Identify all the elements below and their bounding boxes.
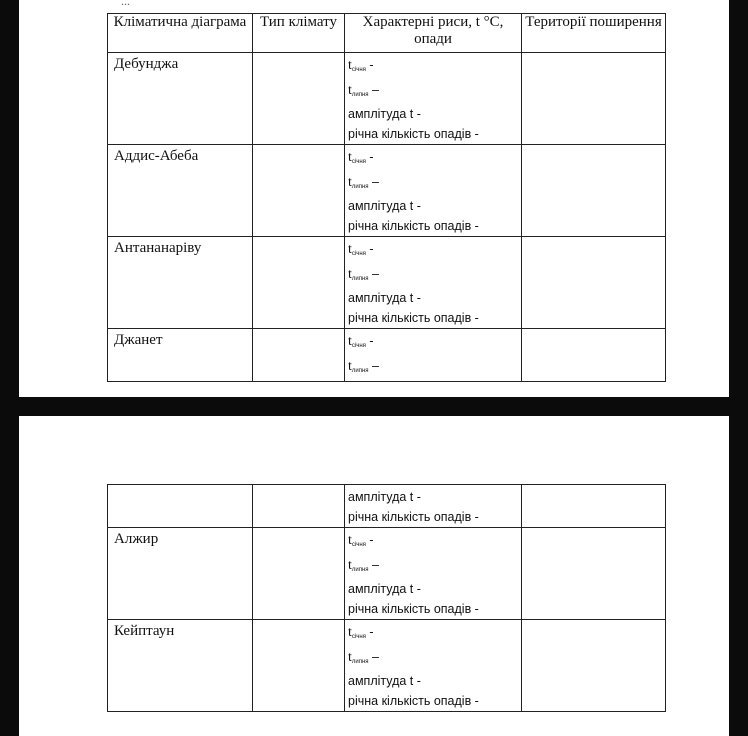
territories-cell[interactable]	[522, 53, 666, 145]
t-july-line: $t_{липня}$ –	[348, 174, 379, 190]
climate-type-cell[interactable]	[253, 620, 345, 712]
table-header-row	[108, 14, 666, 53]
precipitation-line: річна кількість опадів -	[348, 310, 479, 325]
climate-type-cell[interactable]	[253, 145, 345, 237]
t-january-line: $t_{січня}$ -	[348, 625, 374, 640]
amplitude-line: амплітуда t -	[348, 674, 421, 688]
climate-type-cell[interactable]	[253, 485, 345, 528]
territories-cell[interactable]	[522, 145, 666, 237]
territories-cell[interactable]	[522, 528, 666, 620]
table-row	[108, 237, 666, 329]
table-row	[108, 53, 666, 145]
t-july-line: $t_{липня}$ –	[348, 266, 379, 282]
amplitude-line: амплітуда t -	[348, 490, 421, 504]
document-page-2	[19, 416, 729, 736]
table-row	[108, 145, 666, 237]
features-cell	[345, 329, 522, 382]
territories-cell[interactable]	[522, 237, 666, 329]
row-name: Антананаріву	[108, 237, 253, 329]
precipitation-line: річна кількість опадів -	[348, 509, 479, 524]
row-name	[108, 485, 253, 528]
climate-type-cell[interactable]	[253, 528, 345, 620]
t-january-line: $t_{січня}$ -	[348, 533, 374, 548]
table-row	[108, 620, 666, 712]
t-july-line: $t_{липня}$ –	[348, 358, 379, 374]
features-cell	[345, 237, 522, 329]
climate-type-cell[interactable]	[253, 53, 345, 145]
row-name: Дебунджа	[108, 53, 253, 145]
t-july-line: $t_{липня}$ –	[348, 557, 379, 573]
territories-cell[interactable]	[522, 329, 666, 382]
cut-off-text: ...	[121, 0, 130, 8]
row-name: Аддис-Абеба	[108, 145, 253, 237]
row-name: Джанет	[108, 329, 253, 382]
row-name: Алжир	[108, 528, 253, 620]
header-features: Характерні риси, t °С, опади	[345, 14, 522, 53]
features-cell	[345, 620, 522, 712]
amplitude-line: амплітуда t -	[348, 291, 421, 305]
precipitation-line: річна кількість опадів -	[348, 218, 479, 233]
territories-cell[interactable]	[522, 620, 666, 712]
row-name: Кейптаун	[108, 620, 253, 712]
t-july-line: $t_{липня}$ –	[348, 82, 379, 98]
t-january-line: $t_{січня}$ -	[348, 58, 374, 73]
territories-cell[interactable]	[522, 485, 666, 528]
table-row	[108, 528, 666, 620]
climate-type-cell[interactable]	[253, 329, 345, 382]
t-january-line: $t_{січня}$ -	[348, 334, 374, 349]
climate-type-cell[interactable]	[253, 237, 345, 329]
features-cell	[345, 528, 522, 620]
amplitude-line: амплітуда t -	[348, 582, 421, 596]
precipitation-line: річна кількість опадів -	[348, 126, 479, 141]
precipitation-line: річна кількість опадів -	[348, 693, 479, 708]
document-page-1	[19, 0, 729, 397]
precipitation-line: річна кількість опадів -	[348, 601, 479, 616]
header-territories: Території поширення	[522, 14, 666, 53]
table-row	[108, 329, 666, 382]
features-cell	[345, 145, 522, 237]
header-climate-diagram: Кліматична діаграма	[108, 14, 253, 53]
climate-table-page-2	[107, 484, 666, 712]
table-row	[108, 485, 666, 528]
features-cell	[345, 485, 522, 528]
t-january-line: $t_{січня}$ -	[348, 150, 374, 165]
t-july-line: $t_{липня}$ –	[348, 649, 379, 665]
climate-table-page-1	[107, 13, 666, 382]
header-climate-type: Тип клімату	[253, 14, 345, 53]
amplitude-line: амплітуда t -	[348, 107, 421, 121]
t-january-line: $t_{січня}$ -	[348, 242, 374, 257]
features-cell	[345, 53, 522, 145]
amplitude-line: амплітуда t -	[348, 199, 421, 213]
